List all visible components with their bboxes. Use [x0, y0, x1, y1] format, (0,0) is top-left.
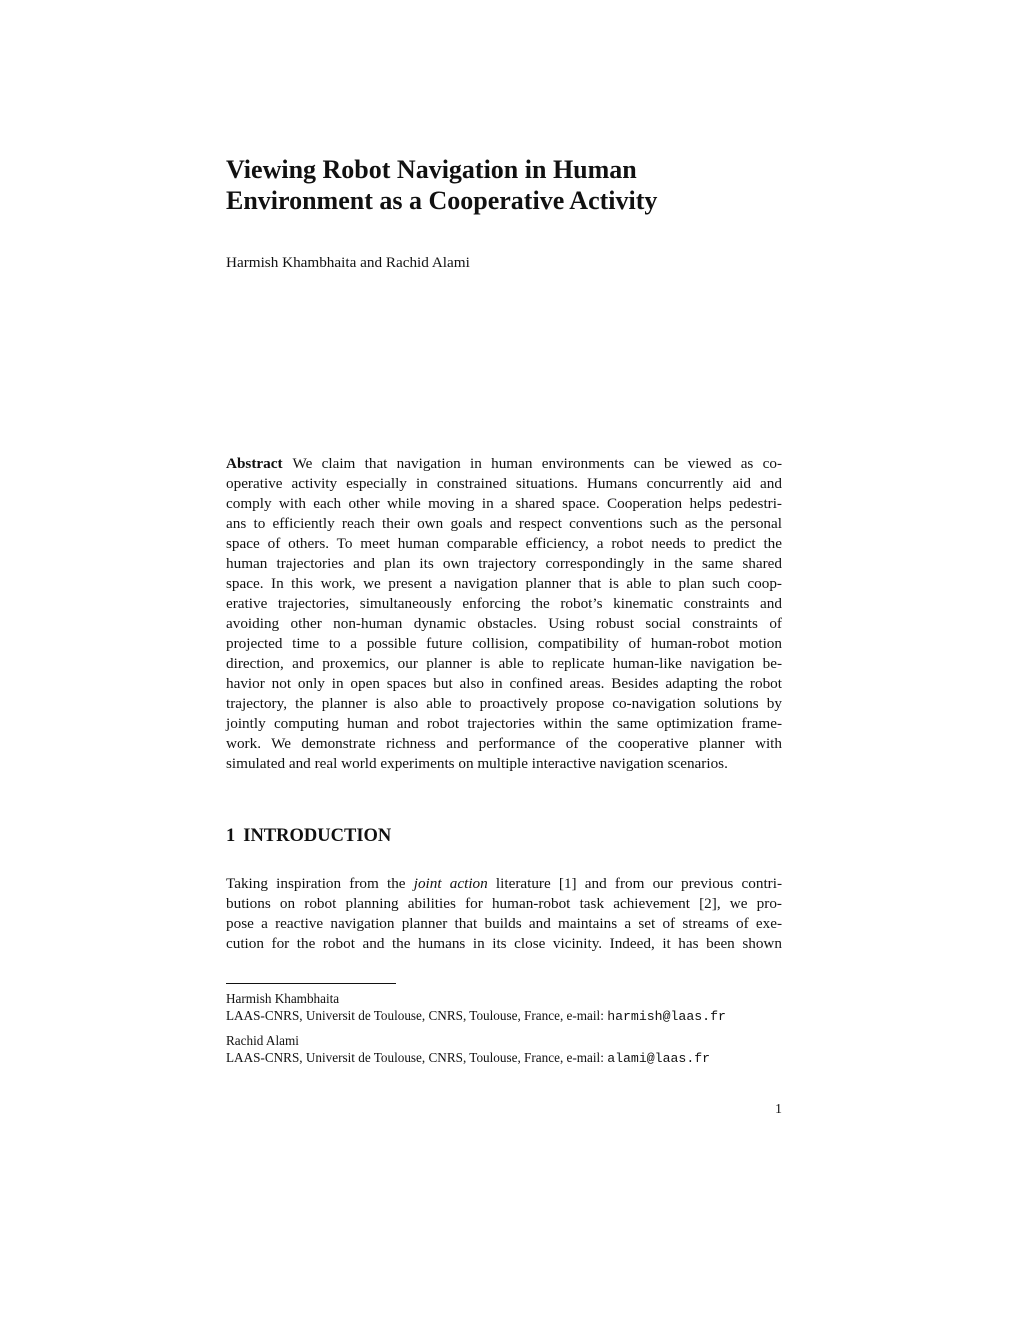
abstract-line: erative trajectories, simultaneously enforcing the robot’s kinematic constraints and [226, 595, 782, 612]
abstract-line: direction, and proxemics, our planner is able to replicate human-like navigation be- [226, 655, 782, 672]
intro-line: cution for the robot and the humans in its close vicinity. Indeed, it has been shown [226, 935, 782, 952]
abstract [226, 454, 782, 774]
section-heading [226, 824, 391, 848]
abstract-line: Abstract We claim that navigation in human environments can be viewed as co- [226, 455, 782, 472]
abstract-line: jointly computing human and robot trajectories within the same optimization frame- [226, 715, 782, 732]
section-number: 1 [226, 826, 236, 846]
page-number: 1 [775, 1102, 782, 1117]
footnote-rule [226, 983, 396, 984]
abstract-line: space. In this work, we present a navigation planner that is able to plan such coop- [226, 575, 782, 592]
footnote-author-2-affiliation: LAAS-CNRS, Universit de Toulouse, CNRS, Toulouse, France, e-mail: alami@laas.fr [226, 1050, 711, 1066]
abstract-line: havior not only in open spaces but also in confined areas. Besides adapting the robot [226, 675, 782, 692]
paper-title [226, 154, 782, 216]
author-list: Harmish Khambhaita and Rachid Alami [226, 254, 470, 271]
email-text: harmish@laas.fr [607, 1009, 726, 1024]
title-line-1: Viewing Robot Navigation in Human [226, 155, 637, 184]
intro-line: pose a reactive navigation planner that builds and maintains a set of streams of exe- [226, 915, 782, 932]
abstract-line: work. We demonstrate richness and performance of the cooperative planner with [226, 735, 782, 752]
abstract-line: operative activity especially in constrained situations. Humans concurrently aid and [226, 475, 782, 492]
abstract-line: human trajectories and plan its own trajectory correspondingly in the same shared [226, 555, 782, 572]
abstract-line: space of others. To meet human comparable efficiency, a robot needs to predict the [226, 535, 782, 552]
intro-line: Taking inspiration from the joint action literature [1] and from our previous contri- [226, 875, 783, 892]
section-title: INTRODUCTION [243, 826, 392, 846]
paper-page [226, 0, 782, 1325]
footnote-author-1-affiliation: LAAS-CNRS, Universit de Toulouse, CNRS, Toulouse, France, e-mail: harmish@laas.fr [226, 1008, 726, 1024]
abstract-line: projected time to a possible future collision, compatibility of human-robot motion [226, 635, 782, 652]
abstract-label: Abstract [226, 455, 283, 472]
footnote-author-2-name: Rachid Alami [226, 1033, 299, 1048]
abstract-line: ans to efficiently reach their own goals and respect conventions such as the personal [226, 515, 782, 532]
abstract-line: simulated and real world experiments on multiple interactive navigation scenarios. [226, 755, 728, 772]
title-line-2: Environment as a Cooperative Activity [226, 186, 658, 215]
intro-line: butions on robot planning abilities for human-robot task achievement [2], we pro- [226, 895, 782, 912]
email-text: alami@laas.fr [607, 1051, 711, 1066]
footnote-author-1-name: Harmish Khambhaita [226, 991, 340, 1006]
abstract-line: avoiding other non-human dynamic obstacles. Using robust social constraints of [226, 615, 782, 632]
abstract-line: trajectory, the planner is also able to proactively propose co-navigation solutions by [226, 695, 782, 712]
intro-paragraph [226, 874, 782, 954]
emphasis-text: joint action [413, 875, 488, 892]
abstract-line: comply with each other while moving in a shared space. Cooperation helps pedestri- [226, 495, 782, 512]
